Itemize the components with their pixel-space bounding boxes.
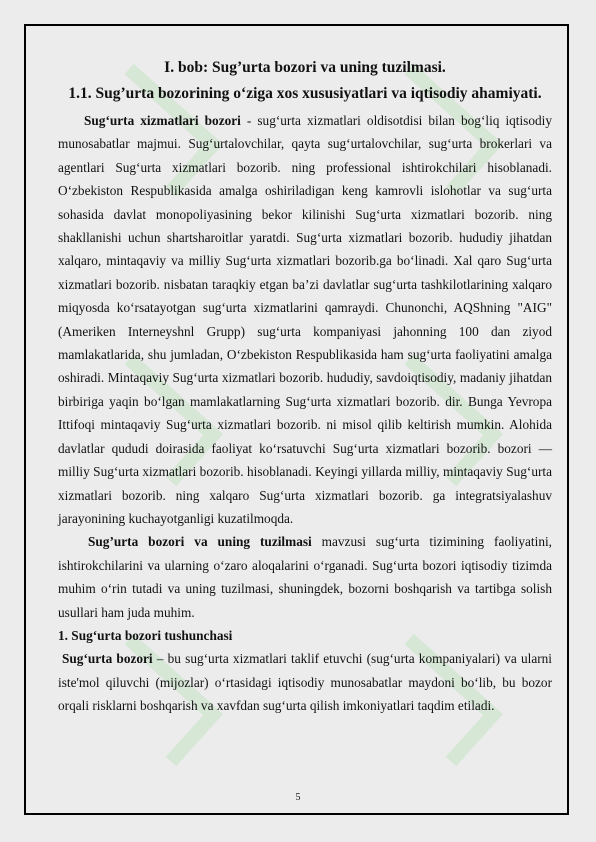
paragraph-2 xyxy=(58,530,552,624)
section-title: 1.1. Sug’urta bozorining o‘ziga xos xususiyatlari va iqtisodiy ahamiyati. xyxy=(68,85,542,102)
paragraph-2-text: mavzusi sug‘urta tizimining faoliyatini, ishtirokchilarini va ularning o‘zaro aloqalarini o‘rganadi. Sug‘urta bozori iqtisodiy tizimda muhim o‘rin tutadi va uning tuzilmasi, shuningdek, bozorni boshqarish va tartibga solish usullari ham juda muhim. xyxy=(58,534,552,620)
paragraph-2-term: Sug’urta bozori va uning tuzilmasi xyxy=(88,534,312,550)
document-content xyxy=(58,57,552,718)
paragraph-1-term: Sug‘urta xizmatlari bozori xyxy=(84,113,241,128)
paragraph-3-text: – bu sug‘urta xizmatlari taklif etuvchi (sug‘urta kompaniyalari) va ularni iste'mol qiluvchi (mijozlar) o‘rtasidagi iqtisodiy munosabatlar maydoni bo‘lib, bu bozor orqali risklarni boshqarish va xavfdan sug‘urta qilish imkoniyatlari taqdim etiladi. xyxy=(58,651,552,714)
page-number: 5 xyxy=(295,792,301,803)
paragraph-3 xyxy=(58,647,552,717)
chapter-title: I. bob: Sug’urta bozori va uning tuzilmasi. xyxy=(164,59,446,76)
paragraph-1-text: - sug‘urta xizmatlari oldisotdisi bilan bog‘liq iqtisodiy munosabatlar majmui. Sug‘urtalovchilar, qayta sug‘urtalovchilar, sug‘urta brokerlari va agentlari Sug‘urta xizmatlari bozorib. ning professional ishtirokchilari hisoblanadi. O‘zbekiston Respublikasida amalga oshiriladigan keng kamrovli islohotlar va sug‘urta sohasida davlat monopoliyasining bekor kilinishi Sug‘urta xizmatlari bozorib. ning shakllanishi uchun shartsharoitlar yaratdi. Sug‘urta xizmatlari bozorib. hududiy jihatdan xalqaro, mintaqaviy va milliy Sug‘urta xizmatlari bozorib.ga bo‘linadi. Xal qaro Sug‘urta xizmatlari bozorib. nisbatan taraqkiy etgan ba’zi davlatlar sug‘urta tashkilotlarining xalqaro miqyosda ko‘rsatayotgan sug‘urta xizmatlarini qamraydi. Chunonchi, AQShning "AIG" (Ameriken Interneyshnl Grupp) sug‘urta kompaniyasi jahonning 100 dan ziyod mamlakatlarida, shu jumladan, O‘zbekiston Respublikasida ham sug‘urta faoliyatini amalga oshiradi. Mintaqaviy Sug‘urta xizmatlari bozorib. hududiy, savdoiqtisodiy, madaniy jihatdan birbiriga yaqin bo‘lgan mamlakatlarning Sug‘urta xizmatlari bozorib. dir. Bunga Yevropa Ittifoqi mintaqaviy Sug‘urta xizmatlari bozorib. ni misol qilib keltirish mumkin. Alohida davlatlar qududi doirasida faoliyat ko‘rsatuvchi Sug‘urta xizmatlari bozorib. bozori — milliy Sug‘urta xizmatlari bozorib. hisoblanadi. Keyingi yillarda milliy, mintaqaviy Sug‘urta xizmatlari bozorib. ning xalqaro Sug‘urta xizmatlari bozorib. ga integratsiyalashuv jarayonining kuchayotganligi kuzatilmoqda. xyxy=(58,113,552,526)
subheading: 1. Sug‘urta bozori tushunchasi xyxy=(58,627,233,643)
paragraph-3-term: Sug‘urta bozori xyxy=(62,651,153,667)
paragraph-1 xyxy=(58,109,552,530)
